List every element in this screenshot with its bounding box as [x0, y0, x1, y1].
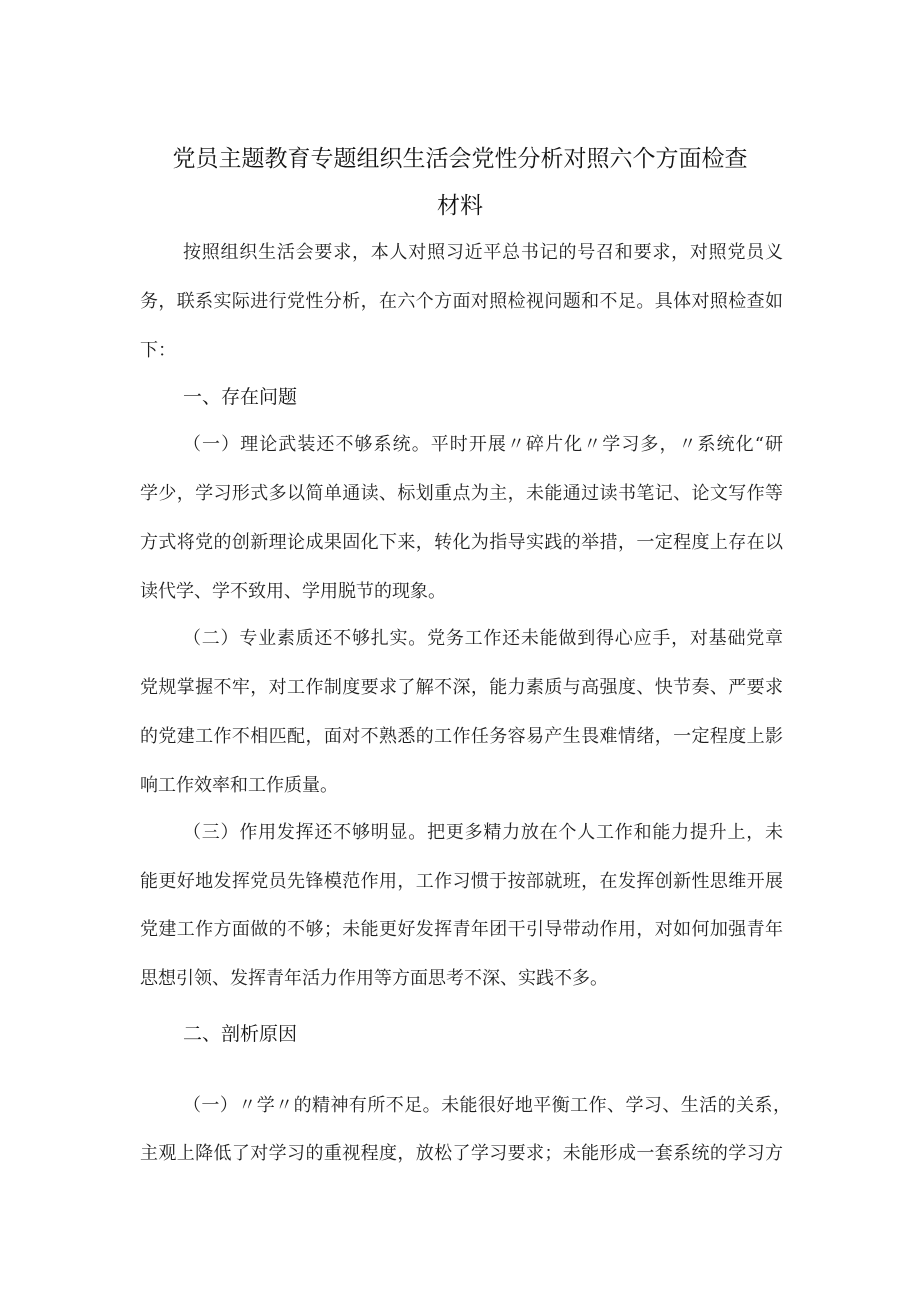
document-title-line-2: 材料: [437, 193, 483, 219]
paragraph-line: 方式将党的创新理论成果固化下来，转化为指导实践的举措，一定程度上存在以: [140, 532, 783, 553]
paragraph-line: 思想引领、发挥青年活力作用等方面思考不深、实践不多。: [140, 968, 608, 989]
paragraph-line: （三）作用发挥还不够明显。把更多精力放在个人工作和能力提升上，未: [183, 822, 783, 843]
paragraph-line: 响工作效率和工作质量。: [140, 775, 338, 796]
paragraph-line: （一）〃学〃的精神有所不足。未能很好地平衡工作、学习、生活的关系，: [183, 1095, 791, 1116]
paragraph-line: 党建工作方面做的不够；未能更好发挥青年团干引导带动作用，对如何加强青年: [140, 919, 783, 940]
paragraph-line: 主观上降低了对学习的重视程度，放松了学习要求；未能形成一套系统的学习方: [140, 1143, 783, 1164]
section-heading-problems: 一、存在问题: [183, 386, 298, 408]
intro-line-1: 按照组织生活会要求，本人对照习近平总书记的号召和要求，对照党员义: [183, 242, 783, 263]
paragraph-line: 党规掌握不牢，对工作制度要求了解不深，能力素质与高强度、快节奏、严要求: [140, 677, 783, 698]
paragraph-line: （一）理论武装还不够系统。平时开展〃碎片化〃学习多，〃系统化“研: [183, 434, 783, 455]
paragraph-line: 读代学、学不致用、学用脱节的现象。: [140, 581, 446, 602]
paragraph-line: 的党建工作不相匹配，面对不熟悉的工作任务容易产生畏难情绪，一定程度上影: [140, 726, 783, 747]
document-title-line-1: 党员主题教育专题组织生活会党性分析对照六个方面检查: [172, 146, 748, 172]
paragraph-line: （二）专业素质还不够扎实。党务工作还未能做到得心应手，对基础党章: [183, 628, 783, 649]
section-heading-causes: 二、剖析原因: [183, 1023, 298, 1045]
intro-line-2: 务，联系实际进行党性分析，在六个方面对照检视问题和不足。具体对照检查如: [140, 291, 783, 312]
intro-line-3: 下：: [140, 340, 176, 361]
paragraph-line: 能更好地发挥党员先锋模范作用，工作习惯于按部就班，在发挥创新性思维开展: [140, 871, 783, 892]
paragraph-line: 学少，学习形式多以简单通读、标划重点为主，未能通过读书笔记、论文写作等: [140, 483, 783, 504]
